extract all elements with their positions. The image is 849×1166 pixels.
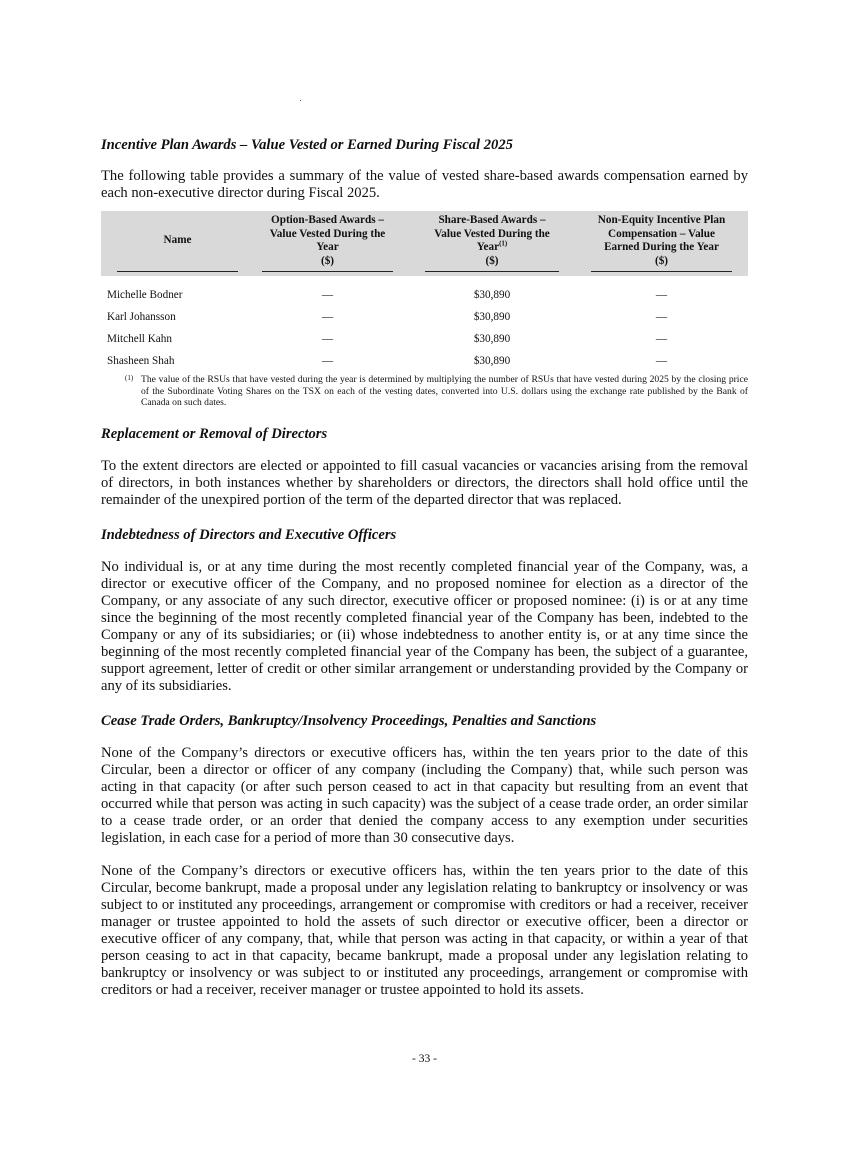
stray-dot <box>300 100 301 101</box>
header-non-equity <box>575 211 748 276</box>
header-option-based <box>246 211 409 276</box>
header-share-footnote-ref: (1) <box>499 239 508 248</box>
row-option-value: — <box>321 355 334 367</box>
table-footnote <box>101 374 748 409</box>
incentive-section <box>101 136 748 409</box>
row-name: Mitchell Kahn <box>107 333 172 345</box>
row-option-value: — <box>321 311 334 323</box>
header-option-unit: ($) <box>320 254 335 267</box>
header-name-label: Name <box>117 211 238 272</box>
table-row <box>101 328 748 350</box>
cease-trade-para-1: None of the Company’s directors or executive officers has, within the ten years prior to the date of this Circular, been a director or officer of any company (including the Company) that, while such person was acting in that capacity (or after such person ceased to act in that capacity but resulting from an event that occurred while that person was acting in such capacity) was the subject of a cease trade order, an order similar to a cease trade order, or an order that denied the company access to any exemption under securities legislation, in each case for a period of more than 30 consecutive days. <box>101 744 748 846</box>
row-non-equity-value: — <box>655 355 668 367</box>
row-option-value: — <box>321 333 334 345</box>
row-share-value: $30,890 <box>473 333 511 345</box>
table-row <box>101 306 748 328</box>
header-share-based <box>409 211 575 276</box>
indebtedness-section <box>101 526 748 695</box>
cease-trade-section <box>101 712 748 999</box>
table-row <box>101 350 748 372</box>
row-non-equity-value: — <box>655 289 668 301</box>
header-share-unit: ($) <box>485 254 499 267</box>
row-share-value: $30,890 <box>473 355 511 367</box>
cease-trade-heading: Cease Trade Orders, Bankruptcy/Insolvency Proceedings, Penalties and Sanctions <box>101 712 597 729</box>
indebtedness-body: No individual is, or at any time during the most recently completed financial year of the Company, was, a director or executive officer of the Company, and no proposed nominee for election as a director of the Company, or any associate of any such director, executive officer or proposed nominee: (i) is or at any time since the beginning of the most recently completed financial year of the Company has been, indebted to the Company or any of its subsidiaries; or (ii) whose indebtedness to another entity is, or at any time since the beginning of the most recently completed financial year of the Company has been, the subject of a guarantee, support agreement, letter of credit or other similar arrangement or understanding provided by the Company or any of its subsidiaries. <box>101 558 748 694</box>
row-non-equity-value: — <box>655 311 668 323</box>
header-share-label: Share-Based Awards – Value Vested During the Year <box>434 214 550 253</box>
row-share-value: $30,890 <box>473 311 511 323</box>
page-number: - 33 - <box>412 1053 437 1065</box>
header-option-label: Option-Based Awards – Value Vested During the Year <box>269 214 386 253</box>
indebtedness-heading: Indebtedness of Directors and Executive Officers <box>101 526 397 543</box>
footnote-marker: (1) <box>125 374 134 382</box>
incentive-intro: The following table provides a summary of the value of vested share-based awards compensation earned by each non-executive director during Fiscal 2025. <box>101 168 748 201</box>
table-row <box>101 284 748 306</box>
cease-trade-para-2: None of the Company’s directors or executive officers has, within the ten years prior to the date of this Circular, become bankrupt, made a proposal under any legislation relating to bankruptcy or insolvency or was subject to or instituted any proceedings, arrangement or compromise with creditors or had a receiver, receiver manager or trustee appointed to hold the assets of such director or executive officer, been a director or executive officer of any company, that, while that person was acting in that capacity, or within a year of that person ceasing to act in that capacity, became bankrupt, made a proposal under any legislation relating to bankruptcy or insolvency or was subject to or instituted any proceedings, arrangement or compromise with creditors or had a receiver, receiver manager or trustee appointed to hold its assets. <box>101 862 748 998</box>
row-name: Shasheen Shah <box>107 355 175 367</box>
header-non-equity-label: Non-Equity Incentive Plan Compensation – Value Earned During the Year <box>597 214 726 253</box>
row-name: Karl Johansson <box>107 311 176 323</box>
footnote-text: The value of the RSUs that have vested during the year is determined by multiplying the number of RSUs that have vested during 2025 by the closing price of the Subordinate Voting Shares on the TSX on each of the vesting dates, converted into U.S. dollars using the exchange rate published by the Bank of Canada on such dates. <box>141 374 748 408</box>
header-non-equity-unit: ($) <box>654 254 669 267</box>
row-option-value: — <box>321 289 334 301</box>
awards-table <box>101 211 748 372</box>
header-name <box>101 211 246 276</box>
replacement-heading: Replacement or Removal of Directors <box>101 425 328 442</box>
replacement-section <box>101 425 748 509</box>
table-header-row <box>101 211 748 276</box>
row-non-equity-value: — <box>655 333 668 345</box>
incentive-heading: Incentive Plan Awards – Value Vested or Earned During Fiscal 2025 <box>101 137 513 153</box>
replacement-body: To the extent directors are elected or appointed to fill casual vacancies or vacancies arising from the removal of directors, in both instances whether by shareholders or directors, the directors shall hold office until the remainder of the unexpired portion of the term of the departed director that was replaced. <box>101 457 748 508</box>
page-content <box>101 136 748 999</box>
row-share-value: $30,890 <box>473 289 511 301</box>
row-name: Michelle Bodner <box>107 289 183 301</box>
